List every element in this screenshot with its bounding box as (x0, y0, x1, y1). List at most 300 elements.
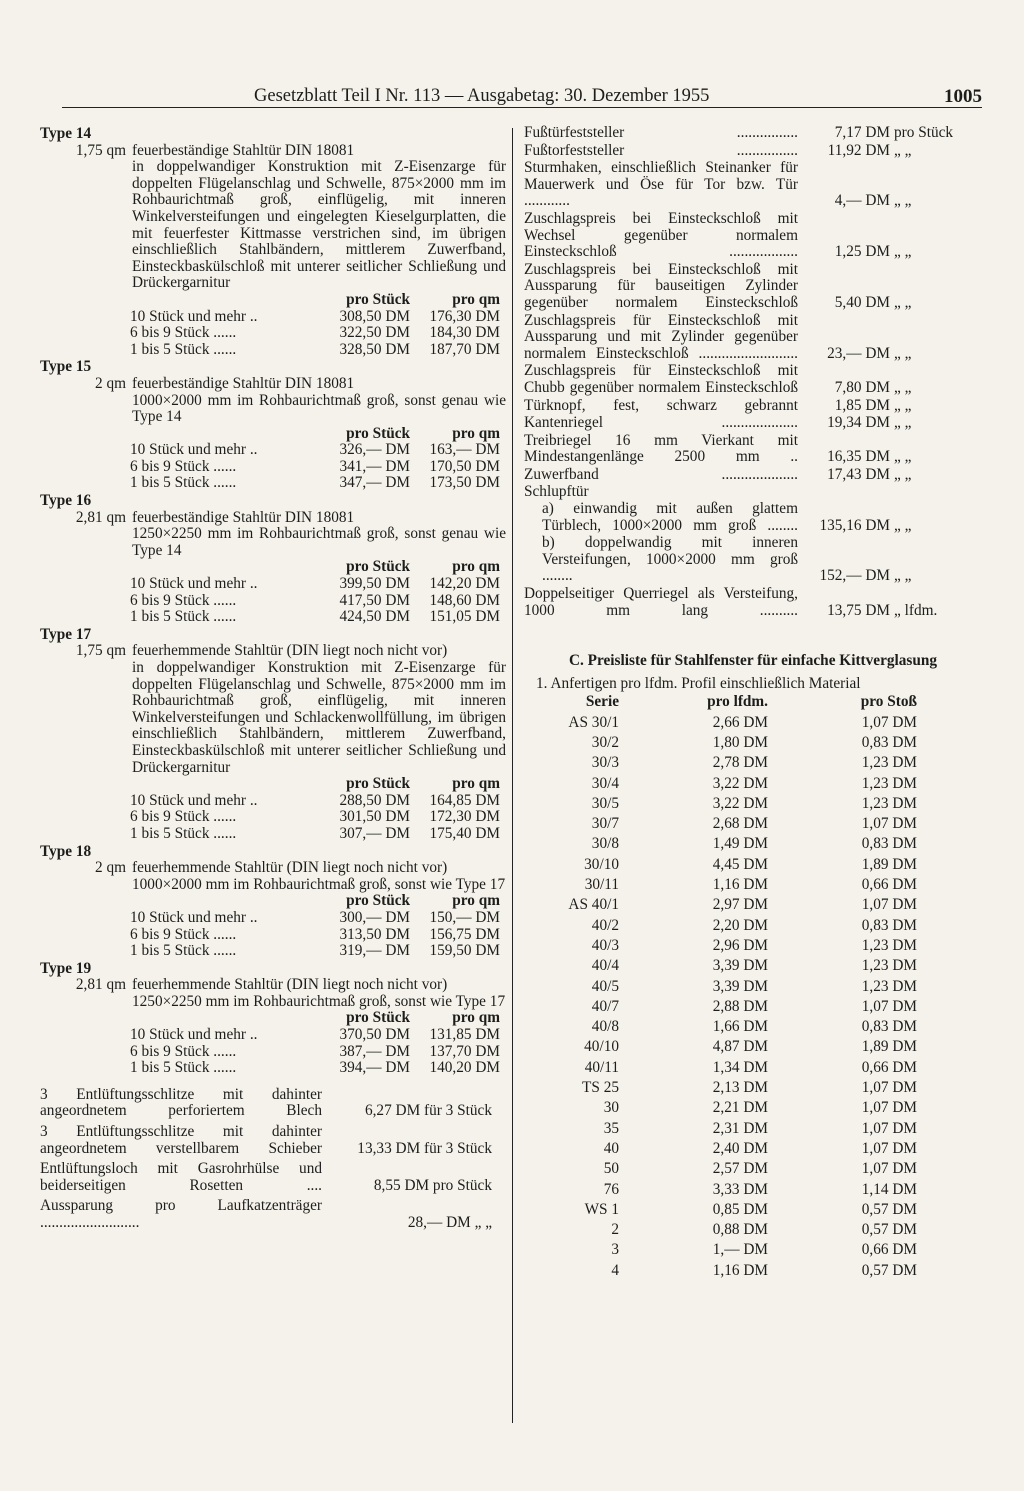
price-table (130, 559, 506, 625)
price-row (130, 1044, 506, 1061)
price-header-per-qm: pro qm (452, 558, 500, 576)
type-title: Type 14 (40, 125, 92, 142)
series-table (524, 694, 974, 1279)
series-name-cell: 40/2 (591, 916, 619, 934)
series-row (524, 1097, 974, 1117)
accessory-price: 7,80 DM (834, 378, 890, 396)
price-header-per-qm: pro qm (452, 290, 500, 308)
price-row (130, 442, 506, 459)
column-divider (512, 128, 513, 1423)
series-header-stoss: pro Stoß (860, 693, 917, 711)
price-per-stoss-cell: 0,83 DM (861, 916, 917, 934)
accessory-description: b) doppelwandig mit inneren Versteifungen, 1000×2000 mm groß ........ (542, 534, 798, 585)
price-per-lfdm-cell: 4,45 DM (712, 855, 768, 873)
price-row (130, 826, 506, 843)
series-row (524, 1178, 974, 1198)
accessory-item (524, 415, 974, 432)
price-header-per-qm: pro qm (452, 1009, 500, 1027)
price-per-lfdm-cell: 1,66 DM (712, 1018, 768, 1036)
series-name-cell: TS 25 (582, 1079, 619, 1097)
type-description: feuerbeständige Stahltür DIN 18081 (132, 141, 355, 159)
accessory-price: 17,43 DM (827, 465, 890, 483)
series-name-cell: 30/4 (591, 774, 619, 792)
accessory-price: 1,25 DM (834, 243, 890, 261)
quantity-cell: 1 bis 5 Stück ...... (130, 474, 237, 492)
price-per-stoss-cell: 1,07 DM (861, 997, 917, 1015)
price-per-lfdm-cell: 2,20 DM (712, 916, 768, 934)
header-rule (62, 107, 982, 108)
series-name-cell: 30/5 (591, 794, 619, 812)
price-table (130, 426, 506, 492)
price-header-per-qm: pro qm (452, 892, 500, 910)
accessory-price: 135,16 DM (819, 516, 890, 534)
price-table-header (130, 292, 506, 309)
series-name-cell: AS 40/1 (568, 896, 619, 914)
price-per-lfdm-cell: 3,39 DM (712, 977, 768, 995)
price-per-qm-cell: 150,— DM (429, 908, 500, 926)
accessory-price: 19,34 DM (827, 414, 890, 432)
series-name-cell: 3 (611, 1241, 619, 1259)
page-header (62, 86, 982, 106)
series-row (524, 1076, 974, 1096)
price-row (130, 609, 506, 626)
price-per-stoss-cell: 1,23 DM (861, 957, 917, 975)
series-name-cell: 40/11 (584, 1058, 619, 1076)
door-type-block (40, 627, 506, 843)
price-per-stoss-cell: 1,23 DM (861, 774, 917, 792)
accessory-unit: „ „ (894, 396, 912, 414)
price-per-piece-cell: 308,50 DM (339, 307, 410, 325)
price-table-header (130, 893, 506, 910)
accessory-price: 16,35 DM (827, 448, 890, 466)
price-per-lfdm-cell: 1,— DM (712, 1241, 768, 1259)
price-per-piece-cell: 313,50 DM (339, 925, 410, 943)
extra-item (40, 1198, 506, 1231)
quantity-cell: 1 bis 5 Stück ...... (130, 942, 237, 960)
price-per-qm-cell: 151,05 DM (429, 608, 500, 626)
price-header-quantity (130, 292, 308, 309)
price-per-stoss-cell: 1,23 DM (861, 794, 917, 812)
price-per-stoss-cell: 0,83 DM (861, 835, 917, 853)
type-area: 1,75 qm (75, 141, 126, 159)
price-row (130, 1027, 506, 1044)
accessory-item (524, 433, 974, 466)
extra-description: 3 Entlüftungsschlitze mit dahinter angeordnetem perforiertem Blech (40, 1085, 322, 1120)
extra-item (40, 1087, 506, 1120)
accessory-description: Türknopf, fest, schwarz gebrannt (524, 396, 798, 414)
section-statement: 1. Anfertigen pro lfdm. Profil einschließlich Material (536, 674, 861, 692)
price-per-qm-cell: 140,20 DM (429, 1059, 500, 1077)
price-table (130, 1010, 506, 1076)
door-type-block (40, 493, 506, 626)
quantity-cell: 10 Stück und mehr .. (130, 908, 258, 926)
series-row (524, 711, 974, 731)
price-header-per-piece: pro Stück (346, 775, 410, 793)
price-per-qm-cell: 148,60 DM (429, 591, 500, 609)
price-row (130, 943, 506, 960)
quantity-cell: 1 bis 5 Stück ...... (130, 824, 237, 842)
accessory-price: 5,40 DM (834, 293, 890, 311)
price-per-lfdm-cell: 1,80 DM (712, 734, 768, 751)
accessory-unit: „ „ (894, 192, 912, 210)
price-per-stoss-cell: 0,83 DM (861, 1018, 917, 1036)
price-per-piece-cell: 319,— DM (339, 942, 410, 960)
price-per-lfdm-cell: 2,68 DM (712, 815, 768, 833)
price-per-stoss-cell: 1,07 DM (861, 896, 917, 914)
quantity-cell: 10 Stück und mehr .. (130, 791, 258, 809)
price-per-qm-cell: 142,20 DM (429, 575, 500, 593)
series-name-cell: 30/3 (591, 754, 619, 772)
type-description: feuerbeständige Stahltür DIN 18081 (132, 508, 355, 526)
type-specification: in doppelwandiger Konstruktion mit Z-Eisenzarge für doppelten Flügelanschlag und Schwelle, 875×2000 mm im Rohbaurichtmaß groß, einflügelig, mit inneren Winkelversteifungen und eingelegten Kieselgurplatten, die mit feuerfester Kittmasse verstrichen sind, im übrigen einschließlich Stahlbändern, mittlerem Zuwerfband, Einsteckbaskülschloß mit unterer seitlicher Schließung und Drückergarnitur (132, 158, 506, 292)
series-row (524, 772, 974, 792)
accessory-unit: pro Stück (894, 124, 954, 141)
accessory-description: Fußtorfeststeller ................ (524, 141, 798, 159)
price-table (130, 893, 506, 959)
price-header-per-piece: pro Stück (346, 1009, 410, 1027)
type-specification: in doppelwandiger Konstruktion mit Z-Eisenzarge für doppelten Flügelanschlag und Schwelle, 875×2000 mm im Rohbaurichtmaß groß, einflügelig, mit inneren Winkelversteifungen und Schlackenwollfüllung, im übrigen einschließlich Stahlbändern, mittlerem Zuwerfband, Einsteckbaskülschloß mit unterer seitlicher Schließung und Drückergarnitur (132, 659, 506, 776)
price-per-piece-cell: 394,— DM (339, 1059, 410, 1077)
section-title: C. Preisliste für Stahlfenster für einfache Kittverglasung (568, 652, 938, 670)
series-name-cell: WS 1 (584, 1200, 619, 1218)
door-type-block (40, 961, 506, 1077)
door-type-block (40, 844, 506, 960)
price-table-header (130, 776, 506, 793)
series-row (524, 1137, 974, 1157)
type-specification: 1000×2000 mm im Rohbaurichtmaß groß, sonst wie Type 17 (132, 875, 506, 893)
series-name-cell: 76 (603, 1180, 619, 1198)
series-name-cell: 30/11 (584, 876, 619, 894)
series-row (524, 1015, 974, 1035)
price-header-quantity (130, 893, 308, 910)
series-row (524, 975, 974, 995)
price-row (130, 576, 506, 593)
price-per-lfdm-cell: 3,22 DM (712, 774, 768, 792)
extras-list (40, 1087, 506, 1232)
type-description: feuerhemmende Stahltür (DIN liegt noch nicht vor) (132, 859, 448, 877)
price-per-piece-cell: 300,— DM (339, 908, 410, 926)
series-row (524, 955, 974, 975)
quantity-cell: 10 Stück und mehr .. (130, 441, 258, 459)
accessory-unit: „ „ (894, 414, 912, 432)
price-per-lfdm-cell: 3,33 DM (712, 1180, 768, 1198)
type-area: 2,81 qm (75, 976, 126, 994)
series-table-body (524, 711, 974, 1279)
series-row (524, 1218, 974, 1238)
series-name-cell: 40/3 (591, 936, 619, 954)
quantity-cell: 6 bis 9 Stück ...... (130, 925, 237, 943)
accessory-unit: „ „ (894, 448, 912, 466)
price-per-piece-cell: 399,50 DM (339, 575, 410, 593)
series-name-cell: 40/10 (584, 1038, 619, 1056)
price-per-lfdm-cell: 2,88 DM (712, 997, 768, 1015)
price-per-qm-cell: 172,30 DM (429, 808, 500, 826)
price-row (130, 342, 506, 359)
price-per-stoss-cell: 1,89 DM (861, 855, 917, 873)
price-per-stoss-cell: 1,07 DM (861, 1099, 917, 1117)
accessory-description: Zuschlagspreis bei Einsteckschloß mit Aussparung für bauseitigen Zylinder gegenüber normalem Einsteckschloß (524, 260, 798, 311)
extra-item (40, 1161, 506, 1194)
quantity-cell: 6 bis 9 Stück ...... (130, 591, 237, 609)
series-row (524, 1198, 974, 1218)
accessory-description: Zuschlagspreis für Einsteckschloß mit Aussparung und mit Zylinder gegenüber normalem Einsteckschloß .......................... (524, 311, 798, 362)
door-type-list (40, 126, 506, 1077)
series-name-cell: 40 (603, 1139, 619, 1157)
accessory-description: Doppelseitiger Querriegel als Versteifung, 1000 mm lang .......... (524, 585, 798, 619)
series-name-cell: 30/10 (584, 855, 619, 873)
price-per-qm-cell: 159,50 DM (429, 942, 500, 960)
type-description: feuerbeständige Stahltür DIN 18081 (132, 374, 355, 392)
type-title: Type 17 (40, 625, 92, 643)
accessory-unit: „ „ (894, 378, 912, 396)
price-per-piece-cell: 301,50 DM (339, 808, 410, 826)
series-row (524, 853, 974, 873)
price-per-stoss-cell: 1,07 DM (861, 815, 917, 833)
type-area: 2 qm (94, 374, 126, 392)
accessory-price: 152,— DM (819, 567, 890, 585)
price-per-stoss-cell: 1,07 DM (861, 713, 917, 731)
querriegel-item (524, 586, 974, 619)
series-name-cell: 30/8 (591, 835, 619, 853)
quantity-cell: 6 bis 9 Stück ...... (130, 808, 237, 826)
extra-price: 8,55 DM pro Stück (373, 1176, 492, 1194)
series-name-cell: 40/4 (591, 957, 619, 975)
price-per-qm-cell: 156,75 DM (429, 925, 500, 943)
price-per-stoss-cell: 0,83 DM (861, 734, 917, 751)
accessory-unit: „ lfdm. (894, 601, 938, 619)
price-header-per-piece: pro Stück (346, 558, 410, 576)
accessory-unit: „ „ (894, 344, 912, 362)
series-row (524, 934, 974, 954)
accessory-description: a) einwandig mit außen glattem Türblech, 1000×2000 mm groß ........ (542, 500, 798, 534)
price-row (130, 593, 506, 610)
accessory-description: Fußtürfeststeller ................ (524, 124, 798, 141)
accessory-price: 1,85 DM (834, 396, 890, 414)
price-row (130, 475, 506, 492)
price-per-qm-cell: 184,30 DM (429, 324, 500, 342)
price-per-lfdm-cell: 2,66 DM (712, 713, 768, 731)
type-title: Type 15 (40, 358, 92, 376)
series-name-cell: 40/8 (591, 1018, 619, 1036)
quantity-cell: 10 Stück und mehr .. (130, 307, 258, 325)
accessory-item (524, 535, 974, 585)
type-area: 2 qm (94, 859, 126, 877)
series-row (524, 1056, 974, 1076)
series-name-cell: 40/5 (591, 977, 619, 995)
accessory-unit: „ „ (894, 293, 912, 311)
series-name-cell: AS 30/1 (568, 713, 619, 731)
extra-price: 28,— DM „ „ (407, 1214, 492, 1231)
series-name-cell: 35 (603, 1119, 619, 1137)
series-row (524, 1158, 974, 1178)
type-title: Type 16 (40, 492, 92, 510)
price-per-stoss-cell: 0,57 DM (861, 1261, 917, 1279)
price-row (130, 793, 506, 810)
type-specification: 1250×2250 mm im Rohbaurichtmaß groß, sonst wie Type 17 (132, 992, 506, 1010)
page-number: 1005 (944, 86, 982, 107)
price-table-header (130, 559, 506, 576)
price-per-piece-cell: 328,50 DM (339, 340, 410, 358)
price-per-stoss-cell: 0,66 DM (861, 1058, 917, 1076)
price-per-lfdm-cell: 1,16 DM (712, 1261, 768, 1279)
type-area: 2,81 qm (75, 508, 126, 526)
price-per-qm-cell: 131,85 DM (429, 1026, 500, 1044)
schlupf-title: Schlupftür (524, 483, 589, 501)
type-headline (40, 860, 506, 877)
quantity-cell: 6 bis 9 Stück ...... (130, 324, 237, 342)
series-row (524, 894, 974, 914)
price-header-quantity (130, 426, 308, 443)
extra-description: 3 Entlüftungsschlitze mit dahinter angeordnetem verstellbarem Schieber (40, 1123, 322, 1157)
series-name-cell: 30/7 (591, 815, 619, 833)
accessory-price: 11,92 DM (827, 141, 890, 159)
series-table-header (524, 694, 974, 711)
accessory-item (524, 143, 974, 160)
price-per-piece-cell: 370,50 DM (339, 1026, 410, 1044)
price-per-qm-cell: 173,50 DM (429, 474, 500, 492)
accessory-description: Kantenriegel .................... (524, 414, 798, 432)
price-per-lfdm-cell: 2,57 DM (712, 1160, 768, 1178)
accessory-price: 4,— DM (834, 192, 890, 210)
extra-price: 6,27 DM für 3 Stück (364, 1102, 492, 1120)
quantity-cell: 6 bis 9 Stück ...... (130, 457, 237, 475)
type-headline (40, 977, 506, 994)
series-row (524, 833, 974, 853)
accessory-item (524, 262, 974, 312)
series-header-serie: Serie (585, 693, 619, 711)
price-per-qm-cell: 170,50 DM (429, 457, 500, 475)
price-row (130, 325, 506, 342)
series-row (524, 812, 974, 832)
price-per-lfdm-cell: 2,97 DM (712, 896, 768, 914)
price-row (130, 927, 506, 944)
series-row (524, 1259, 974, 1279)
accessory-description: Sturmhaken, einschließlich Steinanker für Mauerwerk und Öse für Tor bzw. Tür ............ (524, 159, 798, 210)
price-per-stoss-cell: 1,07 DM (861, 1079, 917, 1097)
price-header-quantity (130, 1010, 308, 1027)
accessory-item (524, 586, 974, 619)
series-row (524, 873, 974, 893)
accessory-item (524, 467, 974, 484)
series-name-cell: 2 (611, 1221, 619, 1239)
series-row (524, 731, 974, 751)
type-area: 1,75 qm (75, 642, 126, 660)
price-per-lfdm-cell: 0,88 DM (712, 1221, 768, 1239)
accessory-unit: „ „ (894, 243, 912, 261)
series-row (524, 1239, 974, 1259)
price-per-lfdm-cell: 2,31 DM (712, 1119, 768, 1137)
price-table-header (130, 1010, 506, 1027)
series-row (524, 792, 974, 812)
price-per-piece-cell: 347,— DM (339, 474, 410, 492)
price-per-stoss-cell: 1,23 DM (861, 977, 917, 995)
type-title: Type 18 (40, 842, 92, 860)
price-per-piece-cell: 424,50 DM (339, 608, 410, 626)
price-per-stoss-cell: 1,07 DM (861, 1160, 917, 1178)
accessory-price: 7,17 DM (834, 124, 890, 141)
accessory-unit: „ „ (894, 516, 912, 534)
extra-description: Aussparung pro Laufkatzenträger .......................... (40, 1197, 322, 1231)
price-header-quantity (130, 559, 308, 576)
series-row (524, 995, 974, 1015)
type-headline (40, 510, 506, 527)
price-per-lfdm-cell: 2,78 DM (712, 754, 768, 772)
price-per-stoss-cell: 1,14 DM (861, 1180, 917, 1198)
price-per-piece-cell: 326,— DM (339, 441, 410, 459)
price-header-per-qm: pro qm (452, 775, 500, 793)
accessory-description: Zuwerfband .................... (524, 465, 798, 483)
quantity-cell: 1 bis 5 Stück ...... (130, 608, 237, 626)
series-row (524, 1036, 974, 1056)
series-name-cell: 50 (603, 1160, 619, 1178)
left-column (40, 125, 506, 1232)
accessory-description: Treibriegel 16 mm Vierkant mit Mindestangenlänge 2500 mm .. (524, 431, 798, 466)
quantity-cell: 10 Stück und mehr .. (130, 1026, 258, 1044)
type-description: feuerhemmende Stahltür (DIN liegt noch nicht vor) (132, 642, 448, 660)
price-per-piece-cell: 322,50 DM (339, 324, 410, 342)
accessory-item (524, 160, 974, 210)
price-per-stoss-cell: 1,07 DM (861, 1139, 917, 1157)
price-per-lfdm-cell: 3,39 DM (712, 957, 768, 975)
quantity-cell: 6 bis 9 Stück ...... (130, 1042, 237, 1060)
price-per-piece-cell: 341,— DM (339, 457, 410, 475)
extra-description: Entlüftungsloch mit Gasrohrhülse und beiderseitigen Rosetten .... (40, 1160, 322, 1194)
type-specification: 1250×2250 mm im Rohbaurichtmaß groß, sonst genau wie Type 14 (132, 525, 506, 559)
price-header-per-piece: pro Stück (346, 892, 410, 910)
price-per-lfdm-cell: 2,96 DM (712, 936, 768, 954)
accessory-description: Zuschlagspreis bei Einsteckschloß mit Wechsel gegenüber normalem Einsteckschloß .................. (524, 209, 798, 261)
price-per-lfdm-cell: 1,16 DM (712, 876, 768, 894)
price-row (130, 910, 506, 927)
series-name-cell: 40/7 (591, 997, 619, 1015)
accessory-unit: „ „ (894, 141, 912, 159)
price-per-stoss-cell: 1,23 DM (861, 936, 917, 954)
quantity-cell: 10 Stück und mehr .. (130, 575, 258, 593)
series-name-cell: 30/2 (591, 734, 619, 751)
accessory-unit: „ „ (894, 465, 912, 483)
type-headline (40, 643, 506, 660)
price-per-piece-cell: 288,50 DM (339, 791, 410, 809)
accessory-price: 23,— DM (827, 344, 890, 362)
accessory-unit: „ „ (894, 567, 912, 585)
price-per-piece-cell: 417,50 DM (339, 591, 410, 609)
price-row (130, 809, 506, 826)
right-column (524, 125, 974, 1279)
accessory-item (524, 363, 974, 396)
price-per-lfdm-cell: 2,13 DM (712, 1079, 768, 1097)
price-header-per-qm: pro qm (452, 424, 500, 442)
price-per-qm-cell: 175,40 DM (429, 824, 500, 842)
type-description: feuerhemmende Stahltür (DIN liegt noch nicht vor) (132, 976, 448, 994)
price-per-piece-cell: 307,— DM (339, 824, 410, 842)
price-per-lfdm-cell: 4,87 DM (712, 1038, 768, 1056)
series-header-lfdm: pro lfdm. (707, 693, 768, 711)
price-row (130, 309, 506, 326)
price-header-quantity (130, 776, 308, 793)
price-per-stoss-cell: 1,89 DM (861, 1038, 917, 1056)
quantity-cell: 1 bis 5 Stück ...... (130, 1059, 237, 1077)
price-per-piece-cell: 387,— DM (339, 1042, 410, 1060)
accessory-item (524, 211, 974, 261)
price-header-per-piece: pro Stück (346, 290, 410, 308)
accessory-item (524, 125, 974, 142)
price-per-stoss-cell: 0,57 DM (861, 1221, 917, 1239)
price-per-lfdm-cell: 1,34 DM (712, 1058, 768, 1076)
type-specification: 1000×2000 mm im Rohbaurichtmaß groß, sonst genau wie Type 14 (132, 391, 506, 426)
price-per-stoss-cell: 1,07 DM (861, 1119, 917, 1137)
series-name-cell: 4 (611, 1261, 619, 1279)
price-header-per-piece: pro Stück (346, 424, 410, 442)
